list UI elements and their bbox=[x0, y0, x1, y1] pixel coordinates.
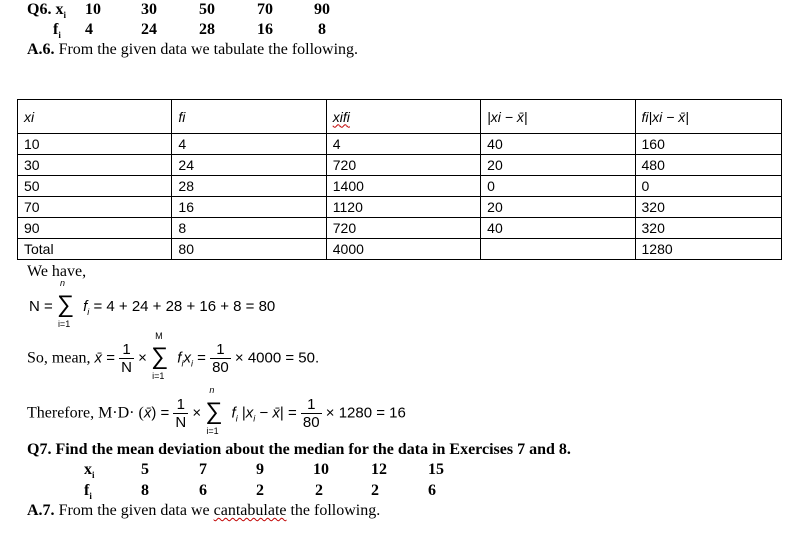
table-cell: 1400 bbox=[326, 176, 480, 197]
table-cell: 0 bbox=[635, 176, 781, 197]
table-cell: 10 bbox=[18, 134, 172, 155]
table-cell: 1280 bbox=[635, 239, 781, 260]
table-row bbox=[18, 176, 782, 197]
table-row bbox=[18, 218, 782, 239]
q6-x-row bbox=[27, 1, 66, 20]
q7-f-label: $f_i$ bbox=[84, 482, 92, 502]
table-cell: 28 bbox=[172, 176, 326, 197]
table-row bbox=[18, 155, 782, 176]
table-row bbox=[18, 134, 782, 155]
table-cell: Total bbox=[18, 239, 172, 260]
table-cell: 480 bbox=[635, 155, 781, 176]
header-f-abs-dev: fi|xi − x̄| bbox=[635, 100, 781, 134]
table-cell: 4000 bbox=[326, 239, 480, 260]
table-cell: 70 bbox=[18, 197, 172, 218]
table-cell: 4 bbox=[326, 134, 480, 155]
fraction-1-over-80: $\frac{1}{80}$ bbox=[302, 396, 320, 431]
table-cell: 8 bbox=[172, 218, 326, 239]
q6-f-label: $f_i$ bbox=[53, 21, 61, 41]
table-total-row bbox=[18, 239, 782, 260]
table-cell: 4 bbox=[172, 134, 326, 155]
sigma-symbol: n ∑ i=1 bbox=[56, 278, 75, 329]
a6-text: From the given data we tabulate the following. bbox=[54, 41, 359, 58]
table-cell: 90 bbox=[18, 218, 172, 239]
q7-x-label: $x_i$ bbox=[84, 461, 95, 481]
header-abs-dev: |xi − x̄| bbox=[481, 100, 635, 134]
q7-label: Q7. bbox=[27, 441, 52, 458]
table-cell: 24 bbox=[172, 155, 326, 176]
table-cell: 320 bbox=[635, 197, 781, 218]
table-cell: 720 bbox=[326, 155, 480, 176]
table-row bbox=[18, 197, 782, 218]
a6-label: A.6. bbox=[27, 41, 55, 58]
we-have-text: We have, bbox=[27, 263, 87, 280]
a6-line bbox=[27, 41, 358, 59]
frequency-table bbox=[17, 99, 782, 260]
sigma-symbol: M ∑ i=1 bbox=[151, 330, 169, 381]
mean-equation: So, mean, x̄ = $\frac{1}{N}$ × M ∑ i=1 $f_ix_i$ = $\frac{1}{80}$ × 4000 = 50. bbox=[27, 330, 320, 381]
table-cell: 320 bbox=[635, 218, 781, 239]
misspelled-word: cantabulate bbox=[213, 502, 287, 519]
table-cell: 30 bbox=[18, 155, 172, 176]
q6-label: Q6. bbox=[27, 1, 52, 18]
q6-x-label: $x_i$ bbox=[55, 1, 66, 21]
n-equation: N = n ∑ i=1 $f_i = 4 + 24 + 28 + 16 + 8 = 80$ bbox=[29, 278, 276, 329]
q7-text: Find the mean deviation about the median for the data in Exercises 7 and 8. bbox=[51, 441, 571, 458]
header-xi: xi bbox=[18, 100, 172, 134]
a7-label: A.7. bbox=[27, 502, 55, 519]
table-cell bbox=[481, 239, 635, 260]
table-cell: 40 bbox=[481, 134, 635, 155]
a7-line: A.7. From the given data we cantabulate the following. bbox=[27, 502, 381, 519]
md-equation: Therefore, M·D· (x̄) = $\frac{1}{N}$ × n ∑ i=1 $f_i$ $|x_i$ − x̄| = $\frac{1}{80}$ × 1280 = 16 bbox=[27, 384, 406, 436]
fraction-1-over-80: $\frac{1}{80}$ bbox=[212, 341, 229, 376]
table-cell: 50 bbox=[18, 176, 172, 197]
fraction-1-over-N: $\frac{1}{N}$ bbox=[175, 396, 187, 431]
table-cell: 20 bbox=[481, 155, 635, 176]
table-cell: 16 bbox=[172, 197, 326, 218]
sigma-symbol: n ∑ i=1 bbox=[205, 384, 223, 436]
table-header-row bbox=[18, 100, 782, 134]
table-cell: 160 bbox=[635, 134, 781, 155]
header-xifi: xifi bbox=[326, 100, 480, 134]
header-fi: fi bbox=[172, 100, 326, 134]
table-cell: 40 bbox=[481, 218, 635, 239]
table-cell: 0 bbox=[481, 176, 635, 197]
table-cell: 720 bbox=[326, 218, 480, 239]
table-cell: 1120 bbox=[326, 197, 480, 218]
table-cell: 80 bbox=[172, 239, 326, 260]
fraction-1-over-N: $\frac{1}{N}$ bbox=[121, 341, 132, 376]
q7-line bbox=[27, 441, 571, 459]
table-cell: 20 bbox=[481, 197, 635, 218]
